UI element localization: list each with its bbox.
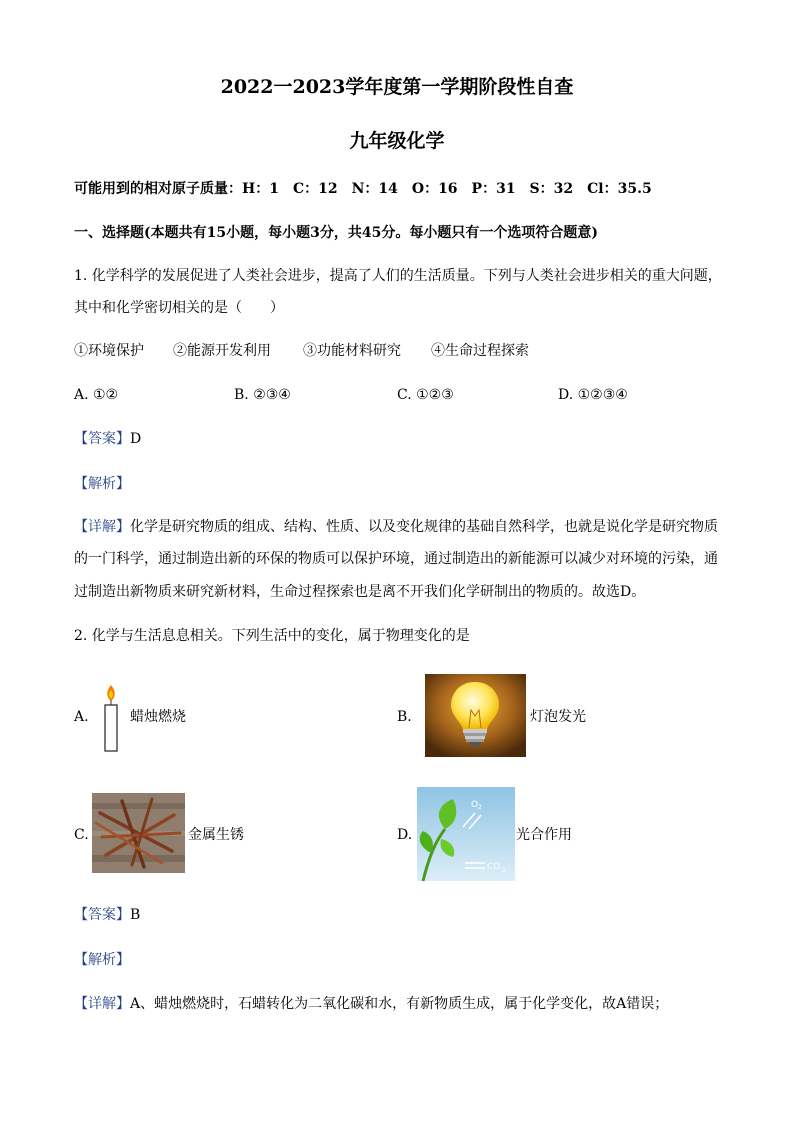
q1-option-b: B. ②③④ xyxy=(234,387,291,403)
detail-tag: 【详解】 xyxy=(74,519,130,535)
light-bulb-image xyxy=(425,674,526,757)
q2-detail-text1: A、蜡烛燃烧时，石蜡转化为二氧化碳和水，有新物质生成，属于化学变化，故A错误； xyxy=(130,996,669,1012)
q1-option-a: A. ①② xyxy=(74,387,119,403)
doc-title: 2022一2023学年度第一学期阶段性自查 xyxy=(220,76,574,98)
q2-option-a-text: 蜡烛燃烧 xyxy=(130,709,186,725)
q1-item-4: ④生命过程探索 xyxy=(431,343,529,359)
q2-option-c-letter: C. xyxy=(74,827,89,843)
q1-detail-line2: 的一门科学，通过制造出新的环保的物质可以保护环境，通过制造出的新能源可以减少对环境的污染，通 xyxy=(74,551,718,567)
q1-stem-line1: 1. 化学科学的发展促进了人类社会进步，提高了人们的生活质量。下列与人类社会进步相关的重大问题， xyxy=(74,268,722,284)
q2-option-c-text: 金属生锈 xyxy=(188,827,244,843)
section-header: 一、选择题(本题共有15小题，每小题3分，共45分。每小题只有一个选项符合题意) xyxy=(74,225,598,241)
svg-text:2: 2 xyxy=(502,867,506,874)
rusty-nails-image xyxy=(92,793,185,873)
q1-answer-value: D xyxy=(130,431,142,447)
q2-option-d-letter: D. xyxy=(397,827,413,843)
q1-detail-line3: 过制造出新物质来研究新材料，生命过程探索也是离不开我们化学研制出的物质的。故选D。 xyxy=(74,584,646,600)
q2-analysis-tag: 【解析】 xyxy=(74,952,130,968)
q2-answer xyxy=(74,905,140,925)
candle-image xyxy=(96,683,128,753)
atomic-masses: 可能用到的相对原子质量：H：1 C：12 N：14 O：16 P：31 S：32 Cl：35.5 xyxy=(74,181,652,197)
q1-stem-line2: 其中和化学密切相关的是（ ） xyxy=(74,300,284,316)
detail-tag: 【详解】 xyxy=(74,996,130,1012)
q2-option-b-letter: B. xyxy=(397,709,412,725)
q1-item-3: ③功能材料研究 xyxy=(303,343,401,359)
svg-text:2: 2 xyxy=(478,804,482,811)
q1-analysis-tag: 【解析】 xyxy=(74,476,130,492)
q1-item-2: ②能源开发利用 xyxy=(173,343,271,359)
q2-stem: 2. 化学与生活息息相关。下列生活中的变化，属于物理变化的是 xyxy=(74,628,470,644)
q2-answer-value: B xyxy=(130,907,141,923)
svg-text:CO: CO xyxy=(487,862,501,872)
q1-option-c: C. ①②③ xyxy=(397,387,454,403)
q2-option-b-text: 灯泡发光 xyxy=(530,709,586,725)
answer-tag: 【答案】 xyxy=(74,431,130,447)
photosynthesis-image xyxy=(417,787,515,881)
q1-detail-text1: 化学是研究物质的组成、结构、性质、以及变化规律的基础自然科学，也就是说化学是研究物质 xyxy=(130,519,718,535)
q1-answer xyxy=(74,429,141,449)
svg-text:O: O xyxy=(471,800,479,810)
doc-subtitle: 九年级化学 xyxy=(349,130,445,152)
q2-option-a-letter: A. xyxy=(74,709,89,725)
q2-detail-line1 xyxy=(74,994,668,1014)
q1-detail-line1 xyxy=(74,517,718,537)
q1-item-1: ①环境保护 xyxy=(74,343,144,359)
answer-tag: 【答案】 xyxy=(74,907,130,923)
q1-option-d: D. ①②③④ xyxy=(558,387,628,403)
q2-option-d-text: 光合作用 xyxy=(516,827,572,843)
